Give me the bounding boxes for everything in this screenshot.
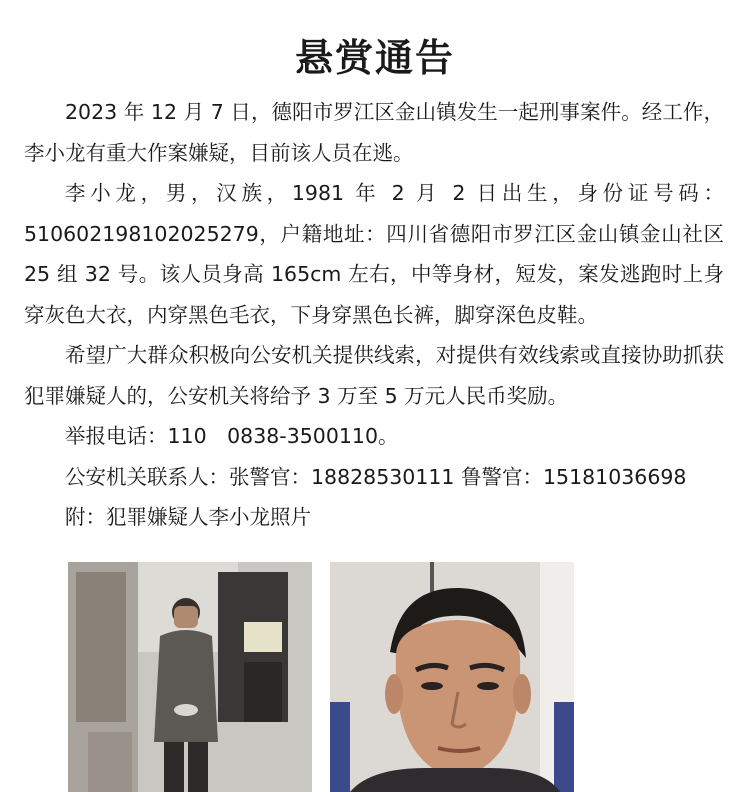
paragraph-attachment: 附：犯罪嫌疑人李小龙照片 bbox=[65, 505, 311, 529]
paragraph-suspect-details: 李小龙，男，汉族，1981 年 2 月 2 日出生，身份证号码：510602198102025279，户籍地址：四川省德阳市罗江区金山镇金山社区 25 组 32 号。该人员身高 165cm 左右，中等身材，短发，案发逃跑时上身穿灰色大衣，内穿黑色毛衣，下身穿黑色长裤，脚穿深色皮鞋。 bbox=[24, 181, 724, 327]
notice-body bbox=[24, 92, 724, 538]
paragraph-hotline: 举报电话：110 0838-3500110。 bbox=[65, 424, 399, 448]
suspect-cctv-photo bbox=[68, 562, 312, 792]
paragraph-reward: 希望广大群众积极向公安机关提供线索，对提供有效线索或直接协助抓获犯罪嫌疑人的，公安机关将给予 3 万至 5 万元人民币奖励。 bbox=[24, 343, 724, 408]
paragraph-case: 2023 年 12 月 7 日，德阳市罗江区金山镇发生一起刑事案件。经工作，李小龙有重大作案嫌疑，目前该人员在逃。 bbox=[24, 100, 724, 165]
suspect-portrait-photo bbox=[330, 562, 574, 792]
notice-title: 悬赏通告 bbox=[294, 36, 455, 80]
paragraph-contacts: 公安机关联系人：张警官：18828530111 鲁警官：15181036698 bbox=[65, 464, 687, 489]
